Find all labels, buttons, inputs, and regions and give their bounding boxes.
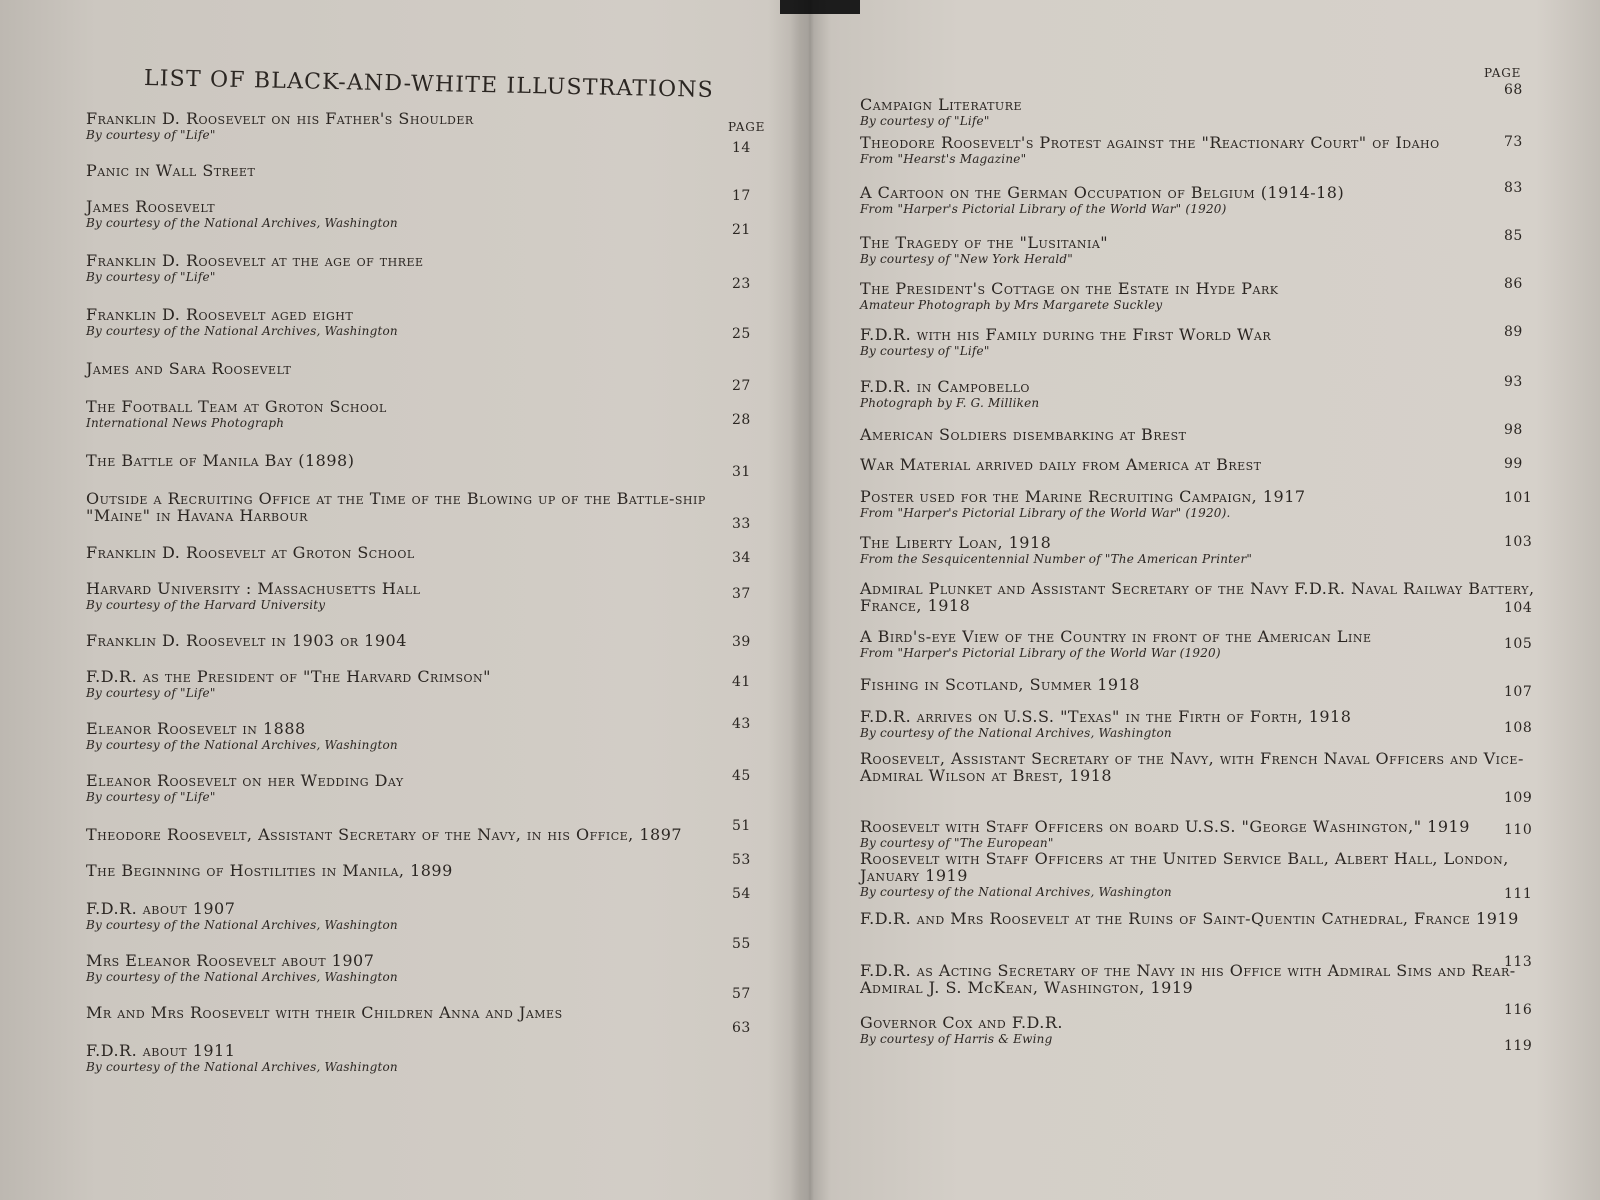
page-number: 51 — [732, 818, 751, 834]
illustration-credit: By courtesy of Harris & Ewing — [860, 1032, 1053, 1046]
page-number: 98 — [1504, 422, 1523, 438]
illustration-entry — [86, 952, 726, 985]
illustration-entry — [86, 110, 726, 143]
illustration-entry — [860, 1014, 1540, 1047]
illustration-entry — [860, 628, 1540, 661]
illustration-title: F.D.R. with his Family during the First World War — [860, 325, 1272, 344]
illustration-credit: Photograph by F. G. Milliken — [860, 396, 1040, 410]
illustration-entry — [860, 534, 1540, 567]
illustration-entry — [86, 632, 726, 649]
page-number: 57 — [732, 986, 751, 1002]
illustration-credit: By courtesy of "Life" — [86, 790, 216, 804]
page-heading: LIST OF BLACK-AND-WHITE ILLUSTRATIONS — [143, 66, 715, 103]
illustration-credit: By courtesy of the National Archives, Washington — [86, 324, 398, 338]
page-number: 55 — [732, 936, 751, 952]
illustration-credit: By courtesy of "The European" — [860, 836, 1054, 850]
illustration-title: F.D.R. in Campobello — [860, 377, 1030, 396]
illustration-title: War Material arrived daily from America at Brest — [860, 455, 1262, 474]
illustration-credit: Amateur Photograph by Mrs Margarete Suckley — [860, 298, 1163, 312]
page-number: 110 — [1504, 822, 1533, 838]
illustration-entry — [860, 378, 1540, 411]
page-number: 107 — [1504, 684, 1533, 700]
page-number: 104 — [1504, 600, 1533, 616]
illustration-title: James Roosevelt — [86, 197, 216, 216]
illustration-title: The Beginning of Hostilities in Manila, 1899 — [86, 861, 453, 880]
page-number: 73 — [1504, 134, 1523, 150]
illustration-title: The Tragedy of the "Lusitania" — [860, 233, 1109, 252]
illustration-title: Governor Cox and F.D.R. — [860, 1013, 1064, 1032]
illustration-entry — [86, 162, 726, 179]
illustration-entry — [860, 134, 1540, 167]
illustration-title: The Liberty Loan, 1918 — [860, 533, 1052, 552]
illustration-entry — [860, 488, 1540, 521]
illustration-entry — [86, 900, 726, 933]
illustration-credit: From "Harper's Pictorial Library of the World War (1920) — [860, 646, 1221, 660]
illustration-entry — [86, 306, 726, 339]
illustration-entry — [86, 862, 726, 879]
illustration-title: Harvard University : Massachusetts Hall — [86, 579, 421, 598]
illustration-title: A Cartoon on the German Occupation of Belgium (1914-18) — [860, 183, 1345, 202]
illustration-entry — [86, 580, 726, 613]
illustration-title: Theodore Roosevelt, Assistant Secretary of the Navy, in his Office, 1897 — [86, 825, 683, 844]
page-number: 83 — [1504, 180, 1523, 196]
illustration-entry — [860, 708, 1540, 741]
illustration-title: American Soldiers disembarking at Brest — [860, 425, 1187, 444]
page-column-label: PAGE — [1484, 66, 1522, 80]
illustration-credit: By courtesy of the National Archives, Washington — [86, 918, 398, 932]
page-number: 86 — [1504, 276, 1523, 292]
illustration-credit: By courtesy of "Life" — [860, 114, 990, 128]
illustration-title: Franklin D. Roosevelt in 1903 or 1904 — [86, 631, 407, 650]
page-number: 85 — [1504, 228, 1523, 244]
page-number: 113 — [1504, 954, 1533, 970]
page-number: 99 — [1504, 456, 1523, 472]
illustration-entry — [860, 750, 1540, 784]
illustration-credit: By courtesy of the National Archives, Washington — [860, 885, 1172, 899]
page-number: 25 — [732, 326, 751, 342]
illustration-entry — [860, 234, 1540, 267]
page-number: 111 — [1504, 886, 1533, 902]
page-number: 31 — [732, 464, 751, 480]
illustration-credit: From "Harper's Pictorial Library of the World War" (1920) — [860, 202, 1227, 216]
page-column-label: PAGE — [728, 120, 766, 134]
page-number: 21 — [732, 222, 751, 238]
illustration-title: Franklin D. Roosevelt at the age of three — [86, 251, 424, 270]
illustration-title: Eleanor Roosevelt in 1888 — [86, 719, 306, 738]
illustration-credit: International News Photograph — [86, 416, 285, 430]
illustration-entry — [860, 280, 1540, 313]
illustration-credit: By courtesy of "Life" — [86, 686, 216, 700]
page-number: 23 — [732, 276, 751, 292]
page-number: 28 — [732, 412, 751, 428]
illustration-credit: By courtesy of the National Archives, Washington — [86, 216, 398, 230]
page-number: 33 — [732, 516, 751, 532]
illustration-entry — [86, 826, 726, 843]
illustration-credit: From the Sesquicentennial Number of "The American Printer" — [860, 552, 1253, 566]
illustration-entry — [86, 252, 726, 285]
illustration-entry — [860, 818, 1540, 851]
page-number: 39 — [732, 634, 751, 650]
page-number: 54 — [732, 886, 751, 902]
page-number: 14 — [732, 140, 751, 156]
illustration-title: F.D.R. about 1907 — [86, 899, 236, 918]
page-number: 116 — [1504, 1002, 1533, 1018]
illustration-title: The Battle of Manila Bay (1898) — [86, 451, 355, 470]
page-number: 109 — [1504, 790, 1533, 806]
page-number: 53 — [732, 852, 751, 868]
page-number: 63 — [732, 1020, 751, 1036]
illustration-entry — [860, 962, 1540, 996]
illustration-entry — [86, 198, 726, 231]
page-number: 101 — [1504, 490, 1533, 506]
illustration-title: Admiral Plunket and Assistant Secretary of the Navy F.D.R. Naval Railway Battery, France, 1918 — [860, 579, 1535, 615]
illustration-title: F.D.R. and Mrs Roosevelt at the Ruins of Saint-Quentin Cathedral, France 1919 — [860, 909, 1519, 928]
illustration-entry — [86, 1042, 726, 1075]
page-number: 43 — [732, 716, 751, 732]
illustration-title: F.D.R. as the President of "The Harvard Crimson" — [86, 667, 491, 686]
illustration-entry — [86, 720, 726, 753]
illustration-title: Franklin D. Roosevelt on his Father's Shoulder — [86, 109, 474, 128]
page-number: 119 — [1504, 1038, 1533, 1054]
illustration-credit: By courtesy of "New York Herald" — [860, 252, 1074, 266]
illustration-credit: By courtesy of the National Archives, Washington — [86, 1060, 398, 1074]
illustration-entry — [860, 910, 1540, 927]
page-number: 27 — [732, 378, 751, 394]
illustration-title: Panic in Wall Street — [86, 161, 256, 180]
page-number: 37 — [732, 586, 751, 602]
illustration-entry — [86, 360, 726, 377]
illustration-entry — [860, 580, 1540, 614]
illustration-title: James and Sara Roosevelt — [86, 359, 292, 378]
page-number: 105 — [1504, 636, 1533, 652]
page-number: 34 — [732, 550, 751, 566]
illustration-entry — [860, 184, 1540, 217]
illustration-credit: By courtesy of the National Archives, Washington — [86, 970, 398, 984]
page-number: 89 — [1504, 324, 1523, 340]
illustration-title: Mrs Eleanor Roosevelt about 1907 — [86, 951, 375, 970]
illustration-entry — [860, 96, 1540, 129]
illustration-title: Outside a Recruiting Office at the Time of the Blowing up of the Battle-ship "Maine" in Havana Harbour — [86, 489, 706, 525]
illustration-credit: By courtesy of the Harvard University — [86, 598, 326, 612]
illustration-title: The Football Team at Groton School — [86, 397, 387, 416]
illustration-entry — [86, 490, 726, 524]
right-page — [820, 0, 1600, 1200]
illustration-entry — [860, 326, 1540, 359]
illustration-entry — [860, 850, 1540, 900]
illustration-title: Fishing in Scotland, Summer 1918 — [860, 675, 1140, 694]
illustration-title: Roosevelt, Assistant Secretary of the Navy, with French Naval Officers and Vice-Admiral Wilson at Brest, 1918 — [860, 749, 1524, 785]
illustration-title: A Bird's-eye View of the Country in front of the American Line — [860, 627, 1372, 646]
illustration-credit: By courtesy of "Life" — [860, 344, 990, 358]
illustration-credit: By courtesy of the National Archives, Washington — [86, 738, 398, 752]
illustration-entry — [86, 772, 726, 805]
page-number: 45 — [732, 768, 751, 784]
illustration-title: Roosevelt with Staff Officers on board U.S.S. "George Washington," 1919 — [860, 817, 1470, 836]
illustration-title: Theodore Roosevelt's Protest against the "Reactionary Court" of Idaho — [860, 133, 1440, 152]
illustration-title: Mr and Mrs Roosevelt with their Children Anna and James — [86, 1003, 563, 1022]
illustration-credit: From "Hearst's Magazine" — [860, 152, 1027, 166]
illustration-title: Campaign Literature — [860, 95, 1023, 114]
illustration-credit: From "Harper's Pictorial Library of the World War" (1920). — [860, 506, 1231, 520]
illustration-entry — [860, 456, 1540, 473]
page-number: 41 — [732, 674, 751, 690]
illustration-title: F.D.R. as Acting Secretary of the Navy in his Office with Admiral Sims and Rear-Admiral J. S. McKean, Washington, 1919 — [860, 961, 1516, 997]
page-number: 17 — [732, 188, 751, 204]
illustration-entry — [860, 426, 1540, 443]
illustration-entry — [86, 544, 726, 561]
page-number: 108 — [1504, 720, 1533, 736]
illustration-entry — [86, 1004, 726, 1021]
illustration-credit: By courtesy of the National Archives, Washington — [860, 726, 1172, 740]
page-number: 93 — [1504, 374, 1523, 390]
illustration-credit: By courtesy of "Life" — [86, 270, 216, 284]
illustration-title: F.D.R. arrives on U.S.S. "Texas" in the Firth of Forth, 1918 — [860, 707, 1352, 726]
illustration-title: Poster used for the Marine Recruiting Campaign, 1917 — [860, 487, 1306, 506]
illustration-title: Franklin D. Roosevelt aged eight — [86, 305, 354, 324]
illustration-title: The President's Cottage on the Estate in Hyde Park — [860, 279, 1279, 298]
page-number: 68 — [1504, 82, 1523, 98]
page-number: 103 — [1504, 534, 1533, 550]
illustration-credit: By courtesy of "Life" — [86, 128, 216, 142]
illustration-entry — [86, 668, 726, 701]
illustration-title: F.D.R. about 1911 — [86, 1041, 236, 1060]
illustration-entry — [86, 452, 726, 469]
illustration-entry — [86, 398, 726, 431]
illustration-title: Eleanor Roosevelt on her Wedding Day — [86, 771, 404, 790]
illustration-title: Roosevelt with Staff Officers at the United Service Ball, Albert Hall, London, January 1919 — [860, 849, 1509, 885]
illustration-title: Franklin D. Roosevelt at Groton School — [86, 543, 415, 562]
illustration-entry — [860, 676, 1540, 693]
